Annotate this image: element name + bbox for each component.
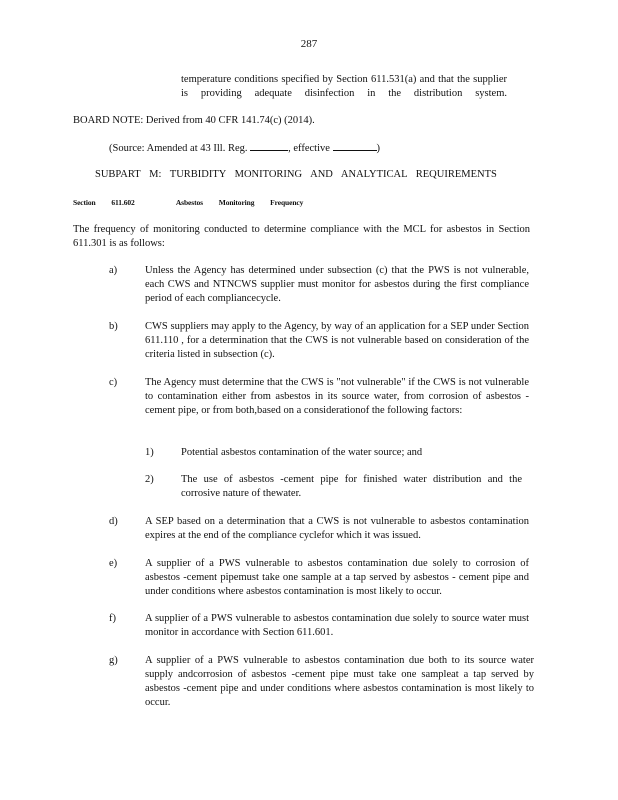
source-blank-register (250, 140, 288, 151)
item-text-f: A supplier of a PWS vulnerable to asbestos contamination due solely to source water must monitor in accordance with Section 611.601. (145, 613, 529, 638)
item-text-a: Unless the Agency has determined under subsection (c) that the PWS is not vulnerable, each CWS and NTNCWS supplier must monitor for asbestos during the first compliance period of each compliancecycle. (145, 265, 529, 304)
item-label-c: c) (109, 377, 118, 388)
source-note (109, 140, 429, 156)
item-text-g: A supplier of a PWS vulnerable to asbestos contamination due both to its source water supply andcorrosion of asbestos -cement pipe must take one sampleat a tap served by asbestos -cement pipe and under conditions where asbestos contamination is most likely to occur. (145, 655, 534, 708)
source-suffix: ) (376, 143, 381, 154)
section-number: Section 611.602 (73, 198, 135, 207)
subitem-label-c1: 1) (145, 447, 154, 458)
source-middle: , effective (288, 143, 330, 154)
section-heading (73, 196, 333, 210)
item-text-b: CWS suppliers may apply to the Agency, by way of an application for a SEP under Section 611.110 , for a determination that the CWS is not vulnerable based on consideration of the criteria listed in subsection (c). (145, 321, 529, 360)
source-prefix: (Source: Amended at 43 Ill. Reg. (109, 143, 248, 154)
board-note: BOARD NOTE: Derived from 40 CFR 141.74(c) (2014). (73, 115, 315, 126)
subitem-label-c2: 2) (145, 474, 154, 485)
item-label-g: g) (109, 655, 118, 666)
intro-paragraph: temperature conditions specified by Section 611.531(a) and that the supplier is providing adequate disinfection in the distribution system. (181, 74, 507, 99)
item-label-a: a) (109, 265, 118, 276)
page-number: 287 (300, 38, 318, 50)
subpart-heading: SUBPART M: TURBIDITY MONITORING AND ANALYTICAL REQUIREMENTS (95, 169, 497, 180)
section-title: Asbestos Monitoring Frequency (175, 198, 304, 207)
item-text-c: The Agency must determine that the CWS is "not vulnerable" if the CWS is not vulnerable to contamination either from asbestos in its source water, from corrosion of asbestos -cement pipe, or from both,based on a considerationof the following factors: (145, 377, 529, 416)
item-text-e: A supplier of a PWS vulnerable to asbestos contamination due solely to corrosion of asbestos -cement pipemust take one sample at a tap served by asbestos - cement pipe and under conditions where asbestos contamination is most likely to occur. (145, 558, 529, 597)
item-label-e: e) (109, 558, 118, 569)
item-text-d: A SEP based on a determination that a CWS is not vulnerable to asbestos contamination expires at the end of the compliance cyclefor which it was issued. (145, 516, 529, 541)
item-label-d: d) (109, 516, 118, 527)
source-blank-effective (333, 140, 377, 151)
item-label-b: b) (109, 321, 118, 332)
subitem-text-c2: The use of asbestos -cement pipe for finished water distribution and the corrosive nature of thewater. (181, 474, 522, 499)
lead-paragraph: The frequency of monitoring conducted to determine compliance with the MCL for asbestos in Section 611.301 is as follows: (73, 224, 530, 249)
subitem-text-c1: Potential asbestos contamination of the water source; and (181, 447, 423, 458)
item-label-f: f) (109, 613, 116, 624)
